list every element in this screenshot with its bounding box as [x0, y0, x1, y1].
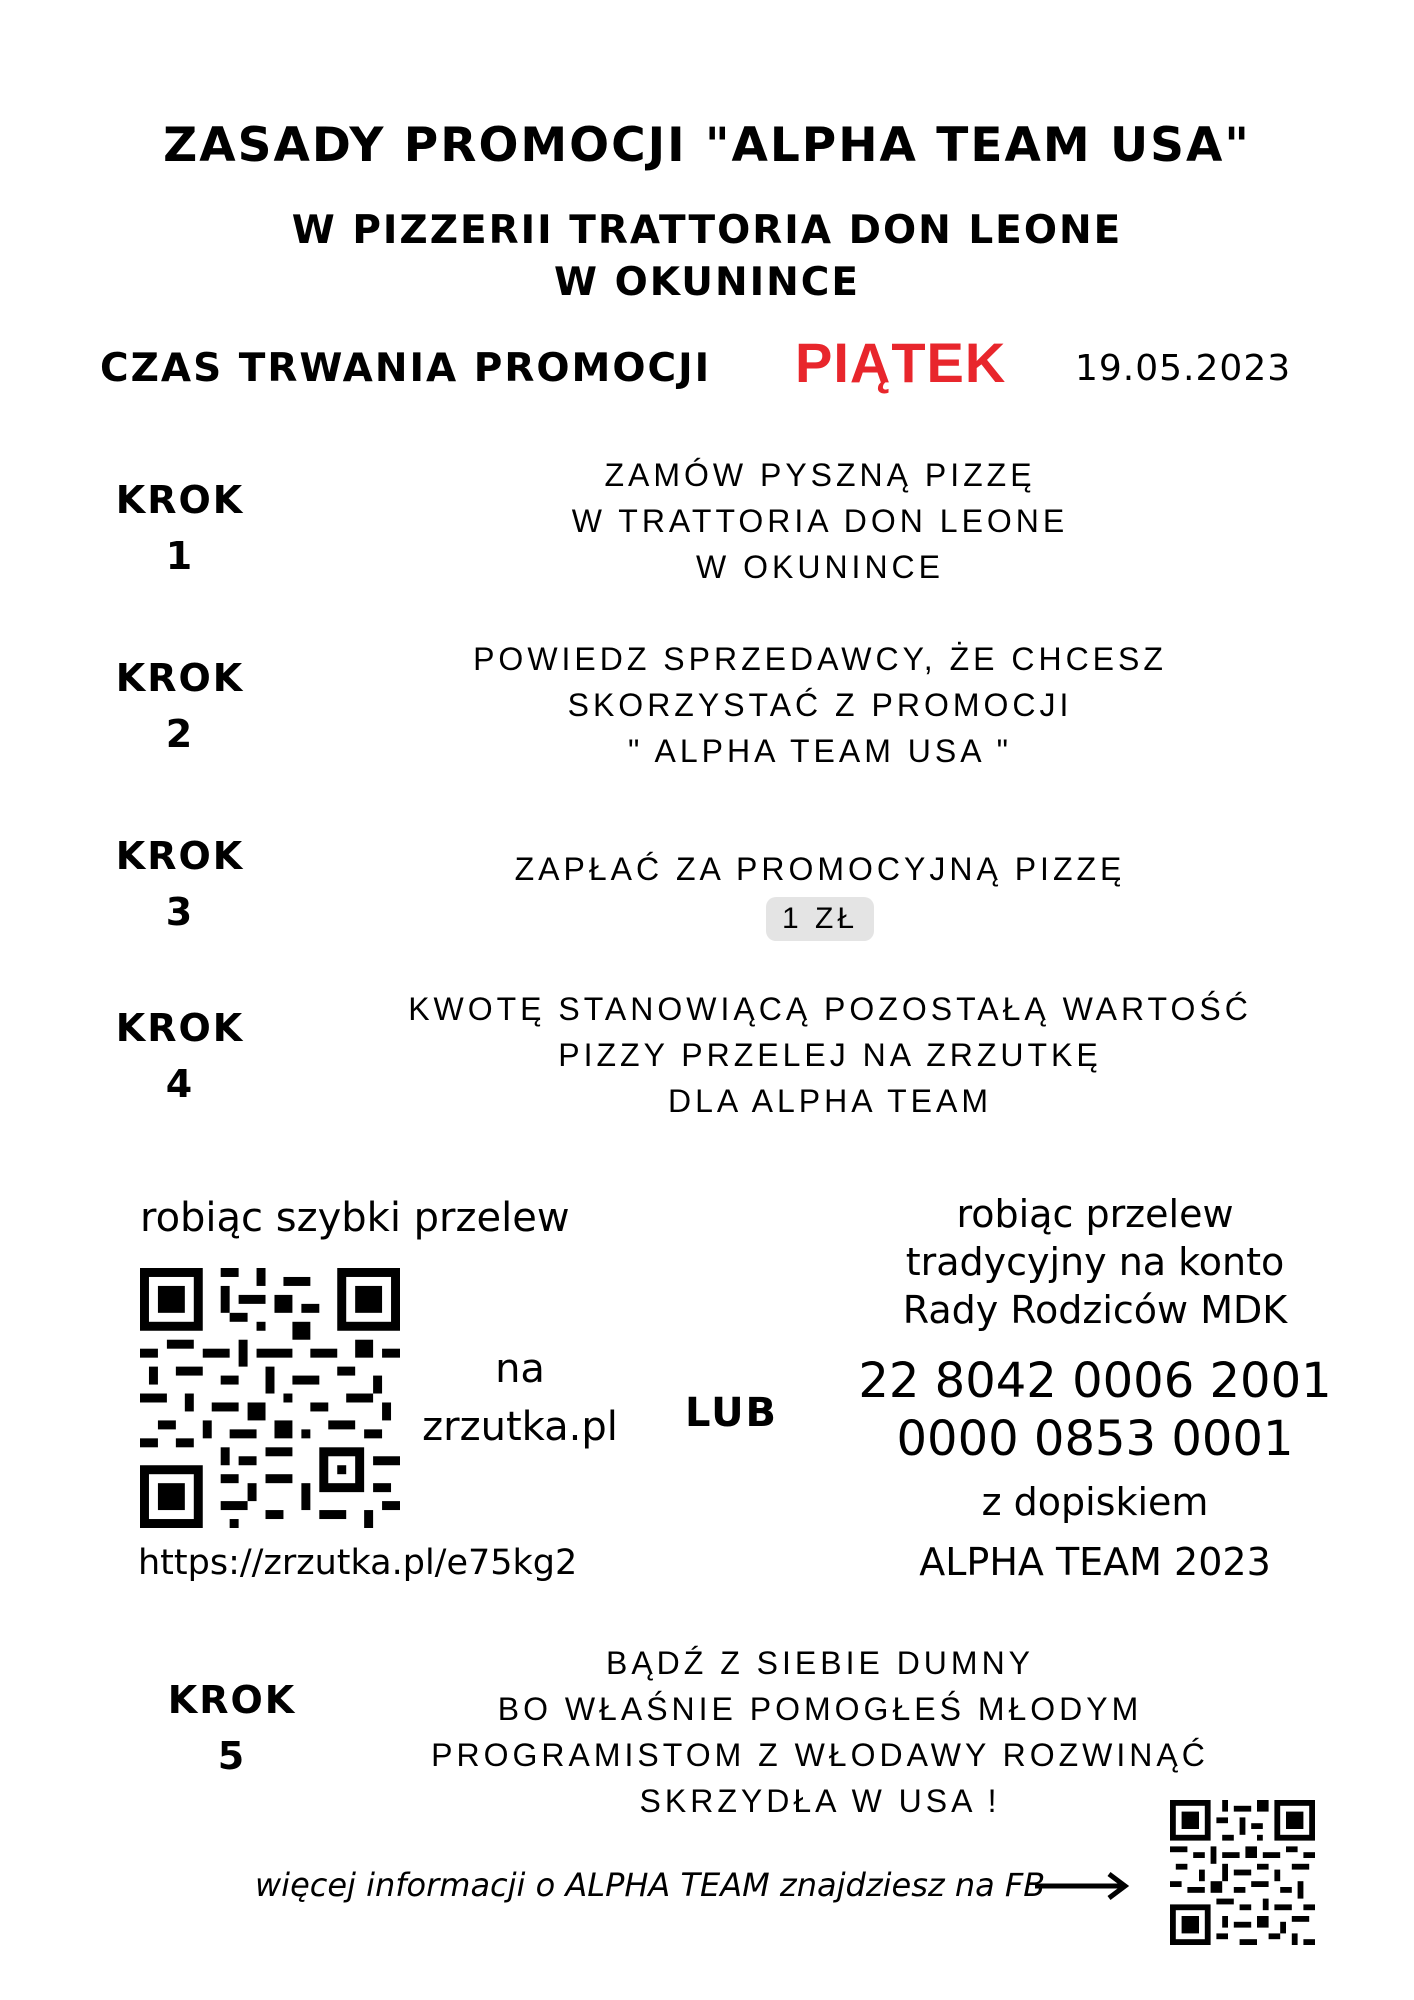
note-value: ALPHA TEAM 2023	[919, 1540, 1271, 1584]
account-line-2: 0000 0853 0001	[896, 1411, 1294, 1467]
qr-code-icon[interactable]	[140, 1268, 400, 1528]
step-4-text	[290, 986, 1370, 1124]
subtitle-line-1: W PIZZERII TRATTORIA DON LEONE	[291, 208, 1123, 253]
subtitle-line-2: W OKUNINCE	[553, 260, 860, 305]
krok-number: 1	[165, 534, 195, 578]
krok-number: 3	[165, 890, 195, 934]
krok-3-label	[100, 828, 260, 940]
arrow-right-icon	[1035, 1871, 1130, 1901]
krok-number: 5	[217, 1734, 247, 1778]
step-line: PROGRAMISTOM Z WŁODAWY ROZWINĄĆ	[431, 1737, 1209, 1773]
step-line: ZAMÓW PYSZNĄ PIZZĘ	[604, 457, 1036, 493]
page-subtitle	[0, 205, 1414, 309]
krok-1-label	[100, 472, 260, 584]
step-3-text	[380, 846, 1260, 941]
step-line: SKRZYDŁA W USA !	[639, 1783, 1001, 1819]
step-5-text	[320, 1640, 1320, 1824]
fb-qr-code-icon[interactable]	[1170, 1800, 1315, 1945]
krok-word: KROK	[115, 656, 245, 700]
price-badge: 1 ZŁ	[766, 897, 874, 941]
step-line: W OKUNINCE	[696, 549, 944, 585]
step-line: W TRATTORIA DON LEONE	[571, 503, 1069, 539]
krok-number: 4	[165, 1062, 195, 1106]
duration-day: PIĄTEK	[795, 331, 1007, 394]
traditional-line: tradycyjny na konto	[905, 1240, 1285, 1284]
step-line: SKORZYSTAĆ Z PROMOCJI	[567, 687, 1073, 723]
or-label: LUB	[685, 1390, 779, 1436]
quick-transfer-label: robiąc szybki przelew	[140, 1195, 570, 1241]
note-label: z dopiskiem	[981, 1480, 1209, 1524]
krok-word: KROK	[167, 1678, 297, 1722]
step-2-text	[330, 636, 1310, 774]
krok-number: 2	[165, 712, 195, 756]
step-line: " ALPHA TEAM USA "	[627, 733, 1013, 769]
zrzutka-url[interactable]: https://zrzutka.pl/e75kg2	[138, 1543, 578, 1583]
step-line: KWOTĘ STANOWIĄCĄ POZOSTAŁĄ WARTOŚĆ	[408, 991, 1252, 1027]
krok-word: KROK	[115, 1006, 245, 1050]
traditional-line: robiąc przelew	[956, 1192, 1234, 1236]
site-label	[420, 1340, 620, 1456]
step-line: BĄDŹ Z SIEBIE DUMNY	[605, 1645, 1035, 1681]
account-line-1: 22 8042 0006 2001	[858, 1353, 1332, 1409]
krok-5-label	[152, 1672, 312, 1784]
traditional-transfer-label	[855, 1190, 1335, 1334]
na-text: na	[495, 1346, 545, 1392]
account-number[interactable]	[840, 1352, 1350, 1468]
traditional-line: Rady Rodziców MDK	[902, 1288, 1288, 1332]
step-1-text	[440, 452, 1200, 590]
page-title: ZASADY PROMOCJI "ALPHA TEAM USA"	[163, 118, 1251, 173]
step-line: DLA ALPHA TEAM	[668, 1083, 992, 1119]
step-line: PIZZY PRZELEJ NA ZRZUTKĘ	[558, 1037, 1102, 1073]
more-info-text: więcej informacji o ALPHA TEAM znajdziesz na FB	[255, 1866, 1046, 1904]
duration-label: CZAS TRWANIA PROMOCJI	[100, 346, 712, 391]
step-line: POWIEDZ SPRZEDAWCY, ŻE CHCESZ	[473, 641, 1167, 677]
step-line: BO WŁAŚNIE POMOGŁEŚ MŁODYM	[497, 1691, 1143, 1727]
duration-date: 19.05.2023	[1075, 348, 1292, 389]
transfer-note	[855, 1472, 1335, 1592]
krok-2-label	[100, 650, 260, 762]
krok-4-label	[100, 1000, 260, 1112]
krok-word: KROK	[115, 834, 245, 878]
step-line: ZAPŁAĆ ZA PROMOCYJNĄ PIZZĘ	[514, 851, 1126, 887]
site-text: zrzutka.pl	[422, 1404, 618, 1450]
krok-word: KROK	[115, 478, 245, 522]
